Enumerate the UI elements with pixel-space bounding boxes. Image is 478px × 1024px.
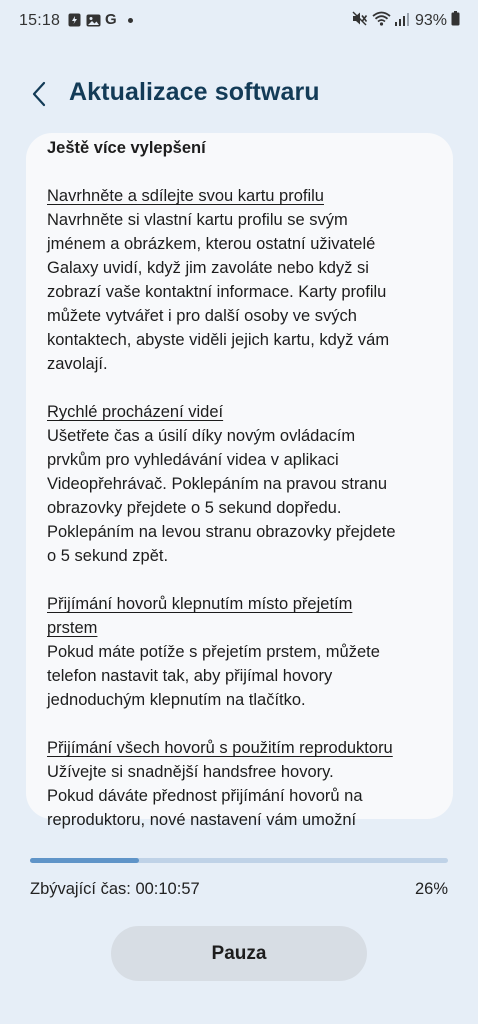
notes-section [47,400,435,568]
update-progress-bar [30,858,448,863]
battery-icon [451,11,460,31]
remaining-time-label: Zbývající čas: 00:10:57 [30,880,200,898]
progress-info-row [30,880,448,904]
back-button[interactable] [26,79,52,109]
section-title: Přijímání hovorů klepnutím místo přejetím prstem [47,595,353,637]
notes-section [47,184,435,376]
section-title: Přijímání všech hovorů s použitím reproduktoru [47,739,393,757]
system-icons [352,11,460,31]
notes-heading: Ještě více vylepšení [47,139,206,157]
section-body: Ušetřete čas a úsilí díky novým ovládacím prvkům pro vyhledávání videa v aplikaci Videopřehrávač. Poklepáním na pravou stranu obrazovky přejdete o 5 sekund dopředu. Poklepáním na levou stranu obrazovky přejdete o 5 sekund zpět. [47,427,396,565]
section-body: Navrhněte si vlastní kartu profilu se svým jménem a obrázkem, kterou ostatní uživatelé Galaxy uvidí, když jim zavoláte nebo když si zobrazí vaše kontaktní informace. Karty profilu můžete vytvářet i pro další osoby ve svých kontaktech, abyste viděli jejich kartu, když vám zavolají. [47,211,390,373]
app-header [0,72,478,118]
section-title: Rychlé procházení videí [47,403,224,421]
google-icon: G [105,11,117,28]
wifi-icon [372,11,391,31]
notes-section [47,736,435,832]
picture-icon [86,13,100,27]
release-notes-scroll-area[interactable] [47,133,435,829]
release-notes-card[interactable] [26,133,453,829]
section-body: Pokud máte potíže s přejetím prstem, můžete telefon nastavit tak, aby přijímal hovory jednoduchým klepnutím na tlačítko. [47,643,380,709]
chevron-left-icon [31,81,47,107]
progress-bar-fill [30,858,139,863]
section-title: Navrhněte a sdílejte svou kartu profilu [47,187,324,205]
page-title: Aktualizace softwaru [69,78,320,106]
section-body: Užívejte si snadnější handsfree hovory. Pokud dáváte přednost přijímání hovorů na reproduktoru, nové nastavení vám umožní [47,763,363,829]
status-bar [0,0,478,42]
more-notifications-dot [128,18,133,23]
pause-button[interactable]: Pauza [111,926,367,981]
mute-icon [352,11,368,31]
status-time: 15:18 [19,12,61,29]
notes-section [47,592,435,712]
notification-icons [67,13,133,27]
signal-icon [395,12,409,31]
battery-percent: 93% [414,12,447,29]
gallery-app-icon [67,13,81,27]
progress-percent-label: 26% [414,880,448,898]
